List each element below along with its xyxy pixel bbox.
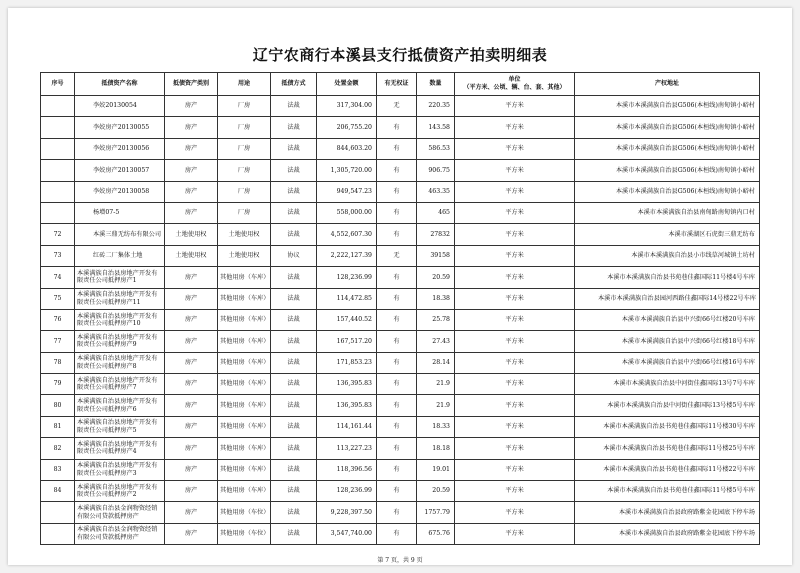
cell-unit: 平方米 xyxy=(455,181,575,202)
cell-amount: 114,472.85 xyxy=(317,288,377,309)
cell-seq xyxy=(41,502,75,523)
table-row xyxy=(41,416,760,437)
header-qty: 数量 xyxy=(417,73,455,96)
cell-amount: 136,395.83 xyxy=(317,395,377,416)
cell-seq xyxy=(41,202,75,223)
cell-amount: 113,227.23 xyxy=(317,438,377,459)
cell-seq xyxy=(41,96,75,117)
cell-usage: 其他用房（车库） xyxy=(218,309,271,330)
cell-seq: 80 xyxy=(41,395,75,416)
cell-address: 本溪市本溪满族自治县中兴街66号红楼20号车库 xyxy=(575,309,760,330)
cell-qty: 19.01 xyxy=(417,459,455,480)
cell-amount: 9,228,397.50 xyxy=(317,502,377,523)
cell-qty: 25.78 xyxy=(417,309,455,330)
cell-amount: 118,396.56 xyxy=(317,459,377,480)
table-header-row xyxy=(41,73,760,96)
cell-qty: 18.33 xyxy=(417,416,455,437)
cell-qty: 675.76 xyxy=(417,523,455,544)
cell-usage: 厂房 xyxy=(218,202,271,223)
page-footer: 第 7 页，共 9 页 xyxy=(377,557,423,564)
cell-name: 李姣房产20130056 xyxy=(75,138,165,159)
cell-cert: 有 xyxy=(377,374,417,395)
cell-usage: 土地使用权 xyxy=(218,224,271,245)
cell-amount: 949,547.23 xyxy=(317,181,377,202)
cell-usage: 厂房 xyxy=(218,96,271,117)
cell-qty: 21.9 xyxy=(417,395,455,416)
cell-method: 法裁 xyxy=(271,96,317,117)
cell-seq: 84 xyxy=(41,481,75,502)
table-row xyxy=(41,267,760,288)
cell-qty: 586.53 xyxy=(417,138,455,159)
cell-category: 房产 xyxy=(165,395,218,416)
cell-method: 法裁 xyxy=(271,202,317,223)
cell-cert: 有 xyxy=(377,481,417,502)
cell-qty: 27832 xyxy=(417,224,455,245)
cell-name: 李姣20130054 xyxy=(75,96,165,117)
cell-cert: 有 xyxy=(377,181,417,202)
cell-name: 本溪满族自治县房地产开发有限责任公司抵押房产7 xyxy=(75,374,165,395)
cell-seq: 75 xyxy=(41,288,75,309)
cell-category: 房产 xyxy=(165,416,218,437)
cell-usage: 其他用房（车库） xyxy=(218,481,271,502)
cell-unit: 平方米 xyxy=(455,416,575,437)
cell-method: 协议 xyxy=(271,245,317,266)
document-page xyxy=(8,8,792,565)
cell-category: 房产 xyxy=(165,138,218,159)
cell-category: 房产 xyxy=(165,288,218,309)
cell-address: 本溪市本溪满族自治县G506(本桓线)南甸镇小峪村 xyxy=(575,96,760,117)
cell-unit: 平方米 xyxy=(455,267,575,288)
cell-category: 土地使用权 xyxy=(165,245,218,266)
cell-amount: 844,603.20 xyxy=(317,138,377,159)
cell-cert: 无 xyxy=(377,96,417,117)
cell-method: 法裁 xyxy=(271,502,317,523)
cell-address: 本溪市本溪满族自治县中兴街66号红楼18号车库 xyxy=(575,331,760,352)
cell-seq: 72 xyxy=(41,224,75,245)
cell-usage: 厂房 xyxy=(218,138,271,159)
cell-category: 房产 xyxy=(165,267,218,288)
cell-cert: 有 xyxy=(377,224,417,245)
cell-unit: 平方米 xyxy=(455,138,575,159)
cell-unit: 平方米 xyxy=(455,459,575,480)
cell-category: 房产 xyxy=(165,523,218,544)
cell-cert: 有 xyxy=(377,160,417,181)
cell-unit: 平方米 xyxy=(455,438,575,459)
header-usage: 用途 xyxy=(218,73,271,96)
cell-qty: 39158 xyxy=(417,245,455,266)
cell-usage: 其他用房（车库） xyxy=(218,374,271,395)
cell-qty: 906.75 xyxy=(417,160,455,181)
cell-seq: 78 xyxy=(41,352,75,373)
cell-category: 房产 xyxy=(165,352,218,373)
cell-name: 李姣房产20130057 xyxy=(75,160,165,181)
cell-category: 房产 xyxy=(165,96,218,117)
table-row xyxy=(41,438,760,459)
cell-usage: 其他用房（车库） xyxy=(218,459,271,480)
cell-name: 李姣房产20130055 xyxy=(75,117,165,138)
asset-table xyxy=(40,72,760,545)
cell-name: 本溪满族自治县房地产开发有限责任公司抵押房产3 xyxy=(75,459,165,480)
cell-seq: 82 xyxy=(41,438,75,459)
cell-amount: 1,305,720.00 xyxy=(317,160,377,181)
table-row xyxy=(41,96,760,117)
cell-unit: 平方米 xyxy=(455,331,575,352)
cell-address: 本溪市本溪满族自治县G506(本桓线)南甸镇小峪村 xyxy=(575,117,760,138)
cell-usage: 其他用房（车库） xyxy=(218,395,271,416)
header-unit-line1: 单位 xyxy=(508,76,521,84)
cell-seq: 79 xyxy=(41,374,75,395)
cell-category: 房产 xyxy=(165,481,218,502)
cell-unit: 平方米 xyxy=(455,352,575,373)
cell-usage: 其他用房（车位） xyxy=(218,523,271,544)
cell-category: 房产 xyxy=(165,202,218,223)
cell-cert: 有 xyxy=(377,395,417,416)
cell-usage: 其他用房（车位） xyxy=(218,502,271,523)
cell-address: 本溪市本溪满族自治县中河街佳鑫国际13号7号车库 xyxy=(575,374,760,395)
cell-method: 法裁 xyxy=(271,374,317,395)
cell-method: 法裁 xyxy=(271,331,317,352)
table-row xyxy=(41,395,760,416)
cell-category: 房产 xyxy=(165,331,218,352)
cell-unit: 平方米 xyxy=(455,502,575,523)
cell-qty: 20.59 xyxy=(417,267,455,288)
cell-unit: 平方米 xyxy=(455,202,575,223)
table-row xyxy=(41,331,760,352)
cell-seq: 76 xyxy=(41,309,75,330)
cell-qty: 21.9 xyxy=(417,374,455,395)
cell-amount: 114,161.44 xyxy=(317,416,377,437)
cell-method: 法裁 xyxy=(271,395,317,416)
cell-qty: 27.43 xyxy=(417,331,455,352)
table-row xyxy=(41,202,760,223)
header-seq: 序号 xyxy=(41,73,75,96)
cell-amount: 3,547,740.00 xyxy=(317,523,377,544)
cell-seq: 83 xyxy=(41,459,75,480)
cell-qty: 18.38 xyxy=(417,288,455,309)
cell-amount: 317,304.00 xyxy=(317,96,377,117)
table-row xyxy=(41,502,760,523)
cell-address: 本溪市本溪满族自治县书苑巷佳鑫国际11号楼30号车库 xyxy=(575,416,760,437)
cell-name: 本溪满族自治县房地产开发有限责任公司抵押房产2 xyxy=(75,481,165,502)
cell-unit: 平方米 xyxy=(455,224,575,245)
header-amount: 处置金额 xyxy=(317,73,377,96)
cell-usage: 其他用房（车库） xyxy=(218,288,271,309)
cell-cert: 有 xyxy=(377,438,417,459)
cell-category: 房产 xyxy=(165,459,218,480)
document-title: 辽宁农商行本溪县支行抵债资产拍卖明细表 xyxy=(252,46,548,64)
cell-amount: 4,552,607.30 xyxy=(317,224,377,245)
cell-name: 本溪满族自治县房地产开发有限责任公司抵押房产10 xyxy=(75,309,165,330)
cell-cert: 有 xyxy=(377,352,417,373)
cell-address: 本溪市本溪满族自治县园河西路佳鑫国际14号楼22号车库 xyxy=(575,288,760,309)
table-row xyxy=(41,374,760,395)
cell-name: 本溪满族自治县金润物资经销有限公司贷款抵押房产 xyxy=(75,502,165,523)
cell-cert: 有 xyxy=(377,416,417,437)
cell-unit: 平方米 xyxy=(455,117,575,138)
cell-address: 本溪市本溪满族自治县中兴街66号红楼16号车库 xyxy=(575,352,760,373)
cell-name: 本溪满族自治县房地产开发有限责任公司抵押房产11 xyxy=(75,288,165,309)
cell-qty: 28.14 xyxy=(417,352,455,373)
cell-method: 法裁 xyxy=(271,352,317,373)
cell-method: 法裁 xyxy=(271,523,317,544)
cell-address: 本溪市本溪满族自治县G506(本桓线)南甸镇小峪村 xyxy=(575,181,760,202)
cell-address: 本溪市本溪满族自治县G506(本桓线)南甸镇小峪村 xyxy=(575,160,760,181)
cell-usage: 厂房 xyxy=(218,160,271,181)
cell-seq: 73 xyxy=(41,245,75,266)
cell-category: 房产 xyxy=(165,309,218,330)
table-row xyxy=(41,352,760,373)
cell-cert: 有 xyxy=(377,117,417,138)
cell-amount: 558,000.00 xyxy=(317,202,377,223)
cell-usage: 其他用房（车库） xyxy=(218,267,271,288)
cell-name: 本溪满族自治县房地产开发有限责任公司抵押房产1 xyxy=(75,267,165,288)
cell-category: 房产 xyxy=(165,117,218,138)
table-row xyxy=(41,224,760,245)
cell-unit: 平方米 xyxy=(455,523,575,544)
cell-seq xyxy=(41,138,75,159)
cell-qty: 18.18 xyxy=(417,438,455,459)
cell-address: 本溪市本溪满族自治县G506(本桓线)南甸镇小峪村 xyxy=(575,138,760,159)
cell-qty: 143.58 xyxy=(417,117,455,138)
cell-category: 土地使用权 xyxy=(165,224,218,245)
cell-usage: 其他用房（车库） xyxy=(218,352,271,373)
cell-address: 本溪市本溪满族自治县中河街佳鑫国际13号楼5号车库 xyxy=(575,395,760,416)
cell-cert: 有 xyxy=(377,309,417,330)
cell-method: 法裁 xyxy=(271,416,317,437)
cell-cert: 有 xyxy=(377,138,417,159)
table-row xyxy=(41,309,760,330)
table-row xyxy=(41,138,760,159)
cell-method: 法裁 xyxy=(271,459,317,480)
cell-cert: 有 xyxy=(377,523,417,544)
cell-name: 本溪三鼎无纺布有限公司 xyxy=(75,224,165,245)
cell-category: 房产 xyxy=(165,160,218,181)
cell-seq xyxy=(41,523,75,544)
header-address: 产权地址 xyxy=(575,73,760,96)
cell-usage: 土地使用权 xyxy=(218,245,271,266)
cell-address: 本溪市本溪满族自治县政府路紫金花园底下停车场 xyxy=(575,523,760,544)
cell-name: 杨增07-5 xyxy=(75,202,165,223)
cell-name: 本溪满族自治县房地产开发有限责任公司抵押房产5 xyxy=(75,416,165,437)
cell-method: 法裁 xyxy=(271,160,317,181)
cell-seq: 74 xyxy=(41,267,75,288)
cell-cert: 无 xyxy=(377,245,417,266)
cell-address: 本溪市本溪满族自治县南甸路南甸镇内口村 xyxy=(575,202,760,223)
cell-seq: 77 xyxy=(41,331,75,352)
header-category: 抵债资产类别 xyxy=(165,73,218,96)
cell-unit: 平方米 xyxy=(455,160,575,181)
cell-category: 房产 xyxy=(165,502,218,523)
cell-address: 本溪市溪湖区石虎街三鼎无纺布 xyxy=(575,224,760,245)
cell-amount: 167,517.20 xyxy=(317,331,377,352)
cell-address: 本溪市本溪满族自治县政府路紫金花园底下停车场 xyxy=(575,502,760,523)
cell-unit: 平方米 xyxy=(455,96,575,117)
cell-cert: 有 xyxy=(377,267,417,288)
header-name: 抵债资产名称 xyxy=(75,73,165,96)
table-row xyxy=(41,160,760,181)
cell-address: 本溪市本溪满族自治县小市线草河城镇土坊村 xyxy=(575,245,760,266)
cell-category: 房产 xyxy=(165,374,218,395)
table-row xyxy=(41,459,760,480)
cell-seq xyxy=(41,160,75,181)
cell-unit: 平方米 xyxy=(455,481,575,502)
cell-qty: 465 xyxy=(417,202,455,223)
cell-cert: 有 xyxy=(377,331,417,352)
cell-method: 法裁 xyxy=(271,288,317,309)
cell-qty: 1757.79 xyxy=(417,502,455,523)
cell-name: 本溪满族自治县金润物资经销有限公司贷款抵押房产 xyxy=(75,523,165,544)
cell-unit: 平方米 xyxy=(455,245,575,266)
cell-seq: 81 xyxy=(41,416,75,437)
cell-method: 法裁 xyxy=(271,138,317,159)
cell-name: 本溪满族自治县房地产开发有限责任公司抵押房产8 xyxy=(75,352,165,373)
cell-usage: 厂房 xyxy=(218,117,271,138)
cell-seq xyxy=(41,181,75,202)
cell-amount: 206,755.20 xyxy=(317,117,377,138)
cell-category: 房产 xyxy=(165,438,218,459)
cell-cert: 有 xyxy=(377,288,417,309)
header-unit xyxy=(455,73,575,96)
cell-amount: 2,222,127.39 xyxy=(317,245,377,266)
cell-unit: 平方米 xyxy=(455,309,575,330)
cell-qty: 463.35 xyxy=(417,181,455,202)
cell-method: 法裁 xyxy=(271,117,317,138)
table-row xyxy=(41,181,760,202)
cell-amount: 128,236.99 xyxy=(317,481,377,502)
table-row xyxy=(41,245,760,266)
header-cert: 有无权证 xyxy=(377,73,417,96)
cell-qty: 220.35 xyxy=(417,96,455,117)
cell-method: 法裁 xyxy=(271,481,317,502)
cell-amount: 128,236.99 xyxy=(317,267,377,288)
cell-address: 本溪市本溪满族自治县书苑巷佳鑫国际11号楼22号车库 xyxy=(575,459,760,480)
cell-method: 法裁 xyxy=(271,224,317,245)
cell-address: 本溪市本溪满族自治县书苑巷佳鑫国际11号楼5号车库 xyxy=(575,481,760,502)
cell-address: 本溪市本溪满族自治县书苑巷佳鑫国际11号楼25号车库 xyxy=(575,438,760,459)
cell-unit: 平方米 xyxy=(455,374,575,395)
cell-unit: 平方米 xyxy=(455,288,575,309)
cell-name: 本溪满族自治县房地产开发有限责任公司抵押房产9 xyxy=(75,331,165,352)
cell-usage: 其他用房（车库） xyxy=(218,331,271,352)
cell-category: 房产 xyxy=(165,181,218,202)
cell-usage: 其他用房（车库） xyxy=(218,416,271,437)
table-row xyxy=(41,481,760,502)
cell-seq xyxy=(41,117,75,138)
header-unit-line2: （平方米、公顷、辆、台、套、其他） xyxy=(463,84,566,91)
cell-name: 本溪满族自治县房地产开发有限责任公司抵押房产4 xyxy=(75,438,165,459)
cell-amount: 171,853.23 xyxy=(317,352,377,373)
cell-usage: 其他用房（车库） xyxy=(218,438,271,459)
cell-address: 本溪市本溪满族自治县书苑巷佳鑫国际11号楼4号车库 xyxy=(575,267,760,288)
cell-name: 本溪满族自治县房地产开发有限责任公司抵押房产6 xyxy=(75,395,165,416)
table-row xyxy=(41,288,760,309)
cell-method: 法裁 xyxy=(271,181,317,202)
header-method: 抵债方式 xyxy=(271,73,317,96)
cell-name: 红砖二厂集体土地 xyxy=(75,245,165,266)
cell-cert: 有 xyxy=(377,502,417,523)
cell-usage: 厂房 xyxy=(218,181,271,202)
cell-amount: 157,440.52 xyxy=(317,309,377,330)
cell-method: 法裁 xyxy=(271,267,317,288)
cell-unit: 平方米 xyxy=(455,395,575,416)
cell-method: 法裁 xyxy=(271,309,317,330)
table-row xyxy=(41,117,760,138)
table-row xyxy=(41,523,760,544)
cell-amount: 136,395.83 xyxy=(317,374,377,395)
cell-name: 李姣房产20130058 xyxy=(75,181,165,202)
cell-method: 法裁 xyxy=(271,438,317,459)
cell-cert: 有 xyxy=(377,202,417,223)
cell-qty: 20.59 xyxy=(417,481,455,502)
cell-cert: 有 xyxy=(377,459,417,480)
